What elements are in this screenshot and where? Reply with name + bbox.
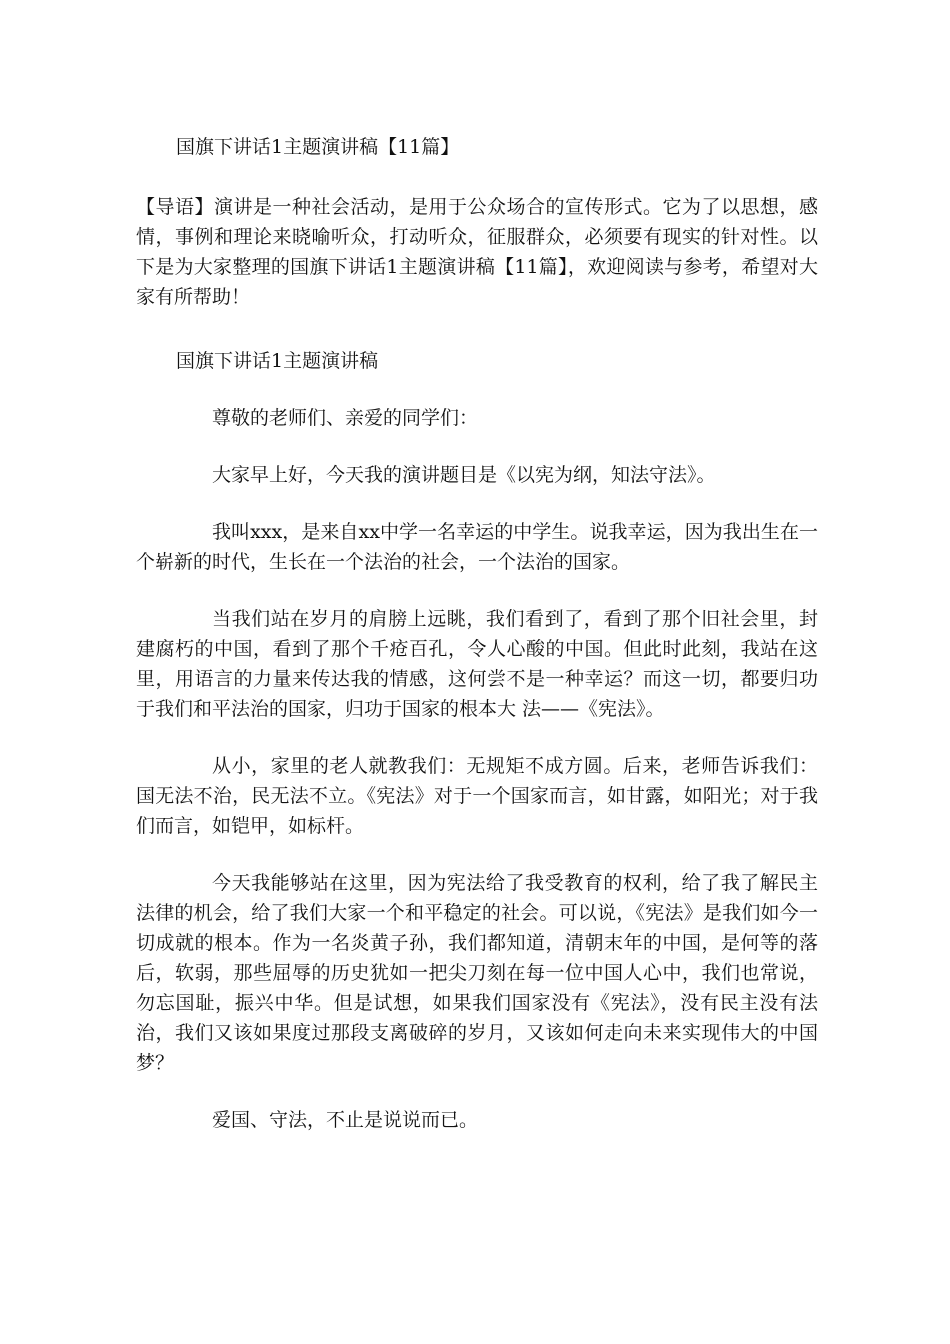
intro-paragraph: 【导语】演讲是一种社会活动，是用于公众场合的宣传形式。它为了以思想，感情，事例和理论来晓喻听众，打动听众，征服群众，必须要有现实的针对性。以下是为大家整理的国旗下讲话1主题演讲稿【11篇】，欢迎阅读与参考，希望对大家有所帮助！	[136, 196, 818, 308]
body-paragraph: 当我们站在岁月的肩膀上远眺，我们看到了，看到了那个旧社会里，封建腐朽的中国，看到了那个千疮百孔，令人心酸的中国。但此时此刻，我站在这里，用语言的力量来传达我的情感，这何尝不是一种幸运？而这一切，都要归功于我们和平法治的国家，归功于国家的根本大 法——《宪法》。	[136, 608, 818, 720]
greeting-paragraph: 尊敬的老师们、亲爱的同学们：	[212, 407, 479, 429]
document-title: 国旗下讲话1主题演讲稿【11篇】	[176, 136, 460, 158]
section-title: 国旗下讲话1主题演讲稿	[176, 350, 379, 372]
document-body	[136, 132, 818, 1162]
opening-paragraph: 大家早上好，今天我的演讲题目是《以宪为纲，知法守法》。	[212, 464, 716, 486]
body-paragraph: 爱国、守法，不止是说说而已。	[212, 1109, 479, 1131]
body-paragraph: 我叫xxx，是来自xx中学一名幸运的中学生。说我幸运，因为我出生在一个崭新的时代，生长在一个法治的社会，一个法治的国家。	[136, 521, 818, 573]
body-paragraph: 从小，家里的老人就教我们：无规矩不成方圆。后来，老师告诉我们：国无法不治，民无法不立。《宪法》对于一个国家而言，如甘露，如阳光；对于我们而言，如铠甲，如标杆。	[136, 755, 818, 837]
body-paragraph: 今天我能够站在这里，因为宪法给了我受教育的权利，给了我了解民主法律的机会，给了我们大家一个和平稳定的社会。可以说，《宪法》是我们如今一切成就的根本。作为一名炎黄子孙，我们都知道，清朝末年的中国，是何等的落后，软弱，那些屈辱的历史犹如一把尖刀刻在每一位中国人心中，我们也常说，勿忘国耻，振兴中华。但是试想，如果我们国家没有《宪法》，没有民主没有法治，我们又该如果度过那段支离破碎的岁月，又该如何走向未来实现伟大的中国梦？	[136, 872, 818, 1074]
